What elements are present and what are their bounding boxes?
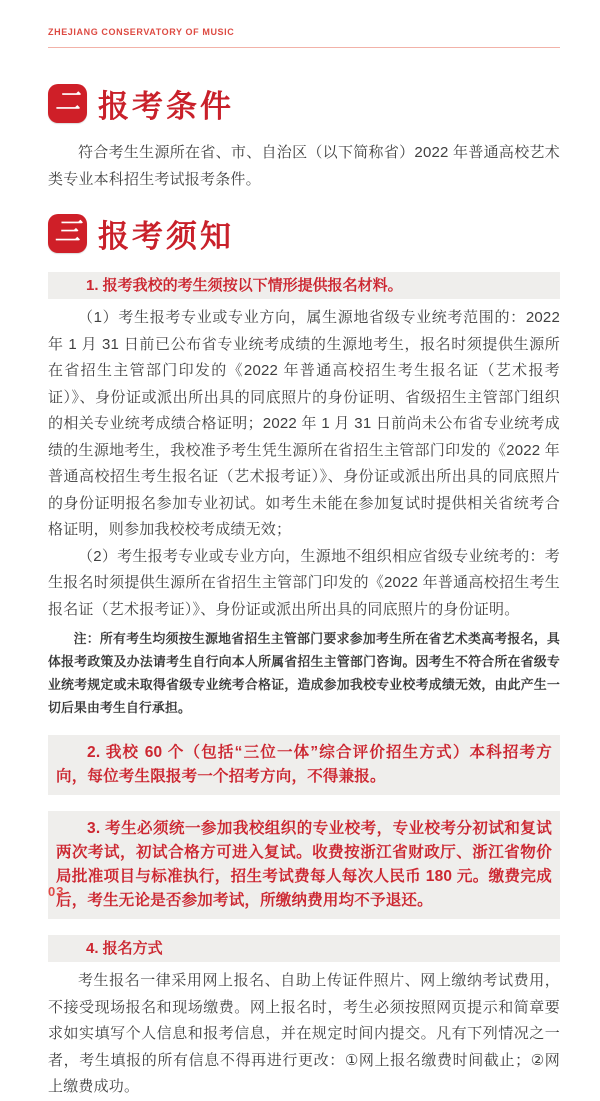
notes-item1-paragraph-1: （1）考生报考专业或专业方向，属生源地省级专业统考范围的：2022 年 1 月 31 日前已公布省专业统考成绩的生源地考生，报名时须提供生源所在省招生主管部门印发的《2022 年普通高校招生考生报名证（艺术报考证）》、身份证或派出所出具的同底照片的身份证明、省级招生主管部门组织的相关专业统考成绩合格证明；2022 年 1 月 31 日前尚未公布省专业统考成绩的生源地考生，我校准予考生凭生源所在省招生主管部门印发的《2022 年普通高校招生考生报名证（艺术报考证）》、身份证或派出所出具的同底照片的身份证明报名参加专业初试。如考生未能在参加复试时提供相关省统考合格证明，则参加我校校考成绩无效； [48, 309, 560, 538]
section-conditions-header [48, 81, 560, 126]
section-two-icon-glyph: 二 [54, 89, 80, 116]
section-notes-header [48, 211, 560, 256]
page-header [48, 27, 560, 48]
conservatory-logo-text: ZHEJIANG CONSERVATORY OF MUSIC [48, 27, 235, 37]
conditions-paragraph: 符合考生生源所在省、市、自治区（以下简称省）2022 年普通高校艺术类专业本科招生考试报考条件。 [48, 144, 560, 188]
section-conditions-title: 报考条件 [98, 89, 234, 124]
notes-item4-heading: 4. 报名方式 [48, 935, 560, 962]
notes-item2-block: 2. 我校 60 个（包括“三位一体”综合评价招生方式）本科招考方向，每位考生限报考一个招考方向，不得兼报。 [48, 735, 560, 795]
page-number: 03 [48, 884, 65, 899]
notes-item1-note: 注：所有考生均须按生源地省招生主管部门要求参加考生所在省艺术类高考报名，具体报考政策及办法请考生自行向本人所属省招生主管部门咨询。因考生不符合所在省级专业统考规定或未取得省级专业统考合格证，造成参加我校专业校考成绩无效，由此产生一切后果由考生自行承担。 [48, 631, 560, 715]
section-three-icon-glyph: 三 [54, 219, 80, 246]
section-two-icon [48, 84, 87, 123]
section-notes-title: 报考须知 [98, 219, 234, 254]
notes-item1-heading: 1. 报考我校的考生须按以下情形提供报名材料。 [48, 272, 560, 299]
notes-item1-paragraph-2: （2）考生报考专业或专业方向，生源地不组织相应省级专业统考的：考生报名时须提供生源所在省招生主管部门印发的《2022 年普通高校招生考生报名证（艺术报考证）》、身份证或派出所出具的同底照片的身份证明。 [48, 547, 560, 618]
notes-item4-paragraph: 考生报名一律采用网上报名、自助上传证件照片、网上缴纳考试费用，不接受现场报名和现场缴费。网上报名时，考生必须按照网页提示和简章要求如实填写个人信息和报考信息，并在规定时间内提交。凡有下列情况之一者，考生填报的所有信息不得再进行更改：①网上报名缴费时间截止；②网上缴费成功。 [48, 972, 560, 1095]
section-three-icon [48, 214, 87, 253]
notes-item3-block: 3. 考生必须统一参加我校组织的专业校考，专业校考分初试和复试两次考试，初试合格方可进入复试。收费按浙江省财政厅、浙江省物价局批准项目与标准执行，招生考试费每人每次人民币 180 元。缴费完成后，考生无论是否参加考试，所缴纳费用均不予退还。 [48, 811, 560, 919]
